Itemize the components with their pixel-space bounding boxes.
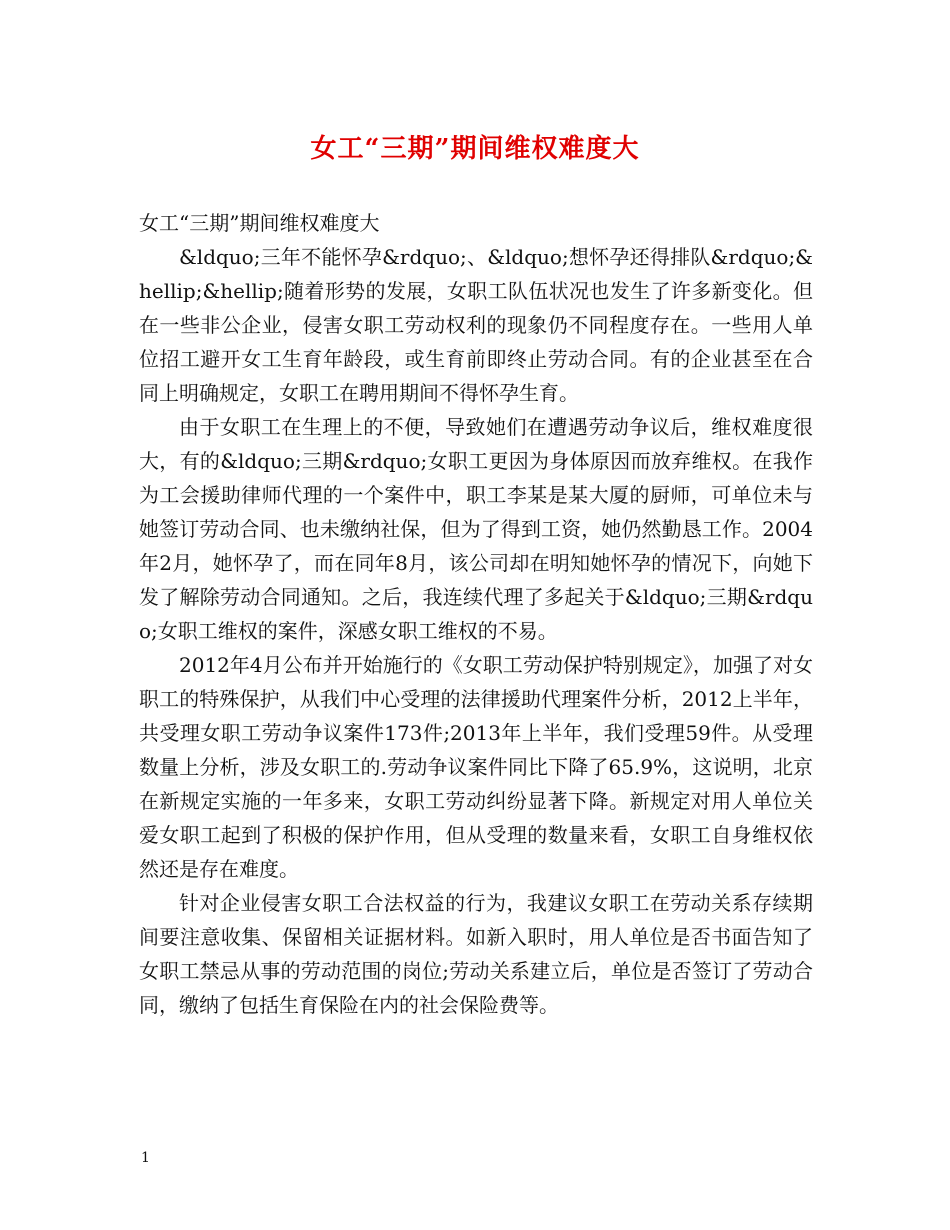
paragraph-4: 针对企业侵害女职工合法权益的行为，我建议女职工在劳动关系存续期间要注意收集、保留相关证据材料。如新入职时，用人单位是否书面告知了女职工禁忌从事的劳动范围的岗位;劳动关系建立后，单位是否签订了劳动合同，缴纳了包括生育保险在内的社会保险费等。 — [139, 891, 813, 1017]
paragraph-3: 2012年4月公布并开始施行的《女职工劳动保护特别规定》，加强了对女职工的特殊保护，从我们中心受理的法律援助代理案件分析，2012上半年，共受理女职工劳动争议案件173件;2013年上半年，我们受理59件。从受理数量上分析，涉及女职工的.劳动争议案件同比下降了65.9%，这说明，北京在新规定实施的一年多来，女职工劳动纠纷显著下降。新规定对用人单位关爱女职工起到了积极的保护作用，但从受理的数量来看，女职工自身维权依然还是存在难度。 — [139, 653, 813, 881]
document-subtitle: 女工“三期”期间维权难度大 — [139, 211, 380, 235]
page-number: 1 — [141, 1150, 150, 1166]
paragraph-2: 由于女职工在生理上的不便，导致她们在遭遇劳动争议后，维权难度很大，有的&ldquo;三期&rdquo;女职工更因为身体原因而放弃维权。在我作为工会援助律师代理的一个案件中，职工李某是某大厦的厨师，可单位未与她签订劳动合同、也未缴纳社保，但为了得到工资，她仍然勤恳工作。2004年2月，她怀孕了，而在同年8月，该公司却在明知她怀孕的情况下，向她下发了解除劳动合同通知。之后，我连续代理了多起关于&ldquo;三期&rdquo;女职工维权的案件，深感女职工维权的不易。 — [139, 415, 813, 643]
paragraph-1: &ldquo;三年不能怀孕&rdquo;、&ldquo;想怀孕还得排队&rdquo;&hellip;&hellip;随着形势的发展，女职工队伍状况也发生了许多新变化。但在一些非公企业，侵害女职工劳动权利的现象仍不同程度存在。一些用人单位招工避开女工生育年龄段，或生育前即终止劳动合同。有的企业甚至在合同上明确规定，女职工在聘用期间不得怀孕生育。 — [139, 245, 813, 405]
document-title: 女工“三期”期间维权难度大 — [310, 134, 640, 164]
document-body — [139, 206, 813, 1022]
